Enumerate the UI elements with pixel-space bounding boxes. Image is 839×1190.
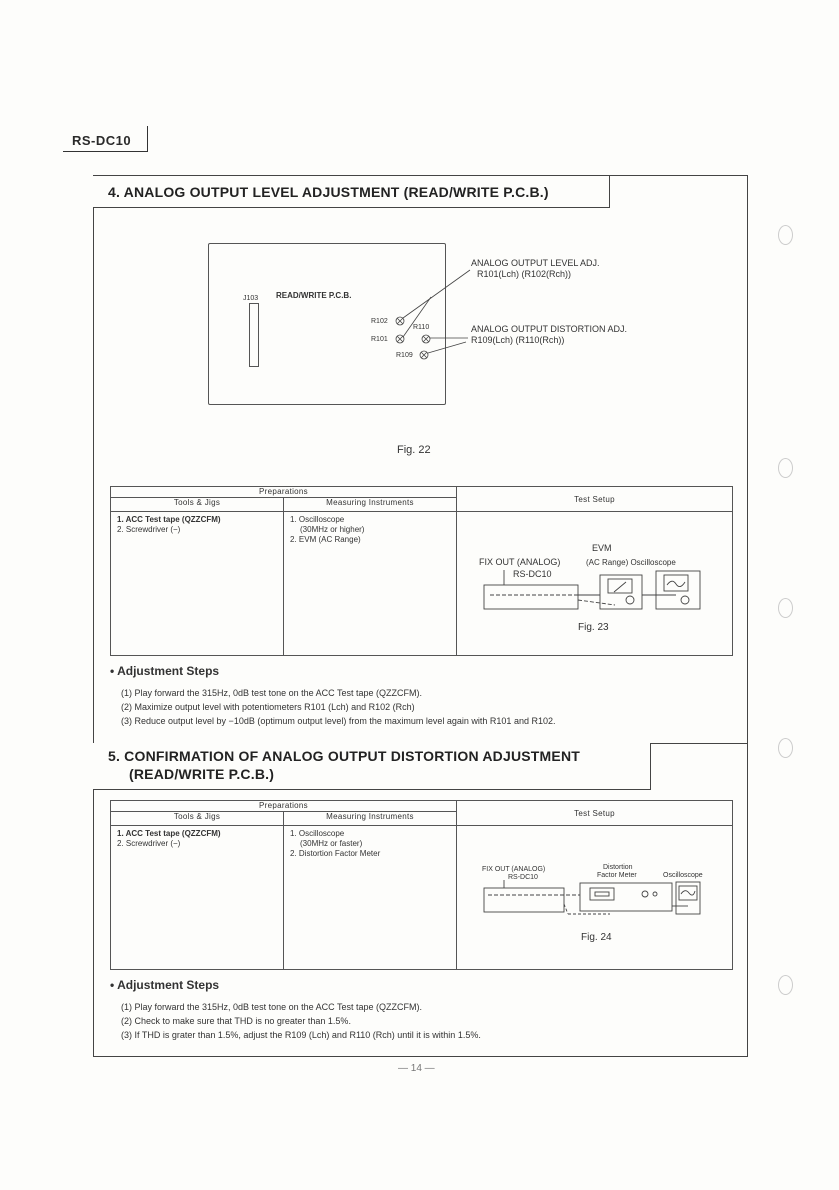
tool-item: 1. ACC Test tape (QZZCFM) [117, 829, 221, 838]
tool-item: 1. ACC Test tape (QZZCFM) [117, 515, 221, 524]
tools-header: Tools & Jigs [111, 812, 284, 826]
test-setup-header: Test Setup [457, 487, 733, 512]
evm-label: EVM [592, 543, 612, 553]
callout-dist-parts: R109(Lch) (R110(Rch)) [471, 335, 565, 345]
binder-hole [778, 598, 793, 618]
figure-23-caption: Fig. 23 [578, 622, 609, 633]
meter-label: Distortion [603, 864, 633, 871]
tool-item: 2. Screwdriver (−) [117, 839, 181, 848]
model-label: RS-DC10 [72, 133, 132, 148]
tools-cell [111, 826, 284, 970]
tools-cell [111, 512, 284, 656]
section5-title-line1: 5. CONFIRMATION OF ANALOG OUTPUT DISTORTION ADJUSTMENT [108, 748, 581, 764]
instrument-item: 2. EVM (AC Range) [290, 535, 361, 544]
section5-step-2: (2) Check to make sure that THD is no greater than 1.5%. [121, 1016, 351, 1026]
instrument-item: (30MHz or higher) [300, 525, 365, 534]
instruments-header: Measuring Instruments [284, 812, 457, 826]
tool-item: 2. Screwdriver (−) [117, 525, 181, 534]
header-rule [63, 151, 148, 152]
fix-out-label: FIX OUT (ANALOG) [479, 557, 561, 567]
unit-label: RS-DC10 [508, 874, 538, 881]
callout-dist-title: ANALOG OUTPUT DISTORTION ADJ. [471, 324, 628, 334]
binder-hole [778, 975, 793, 995]
section4-step-2: (2) Maximize output level with potentiometers R101 (Lch) and R102 (Rch) [121, 702, 415, 712]
test-setup-header: Test Setup [457, 801, 733, 826]
section4-title: 4. ANALOG OUTPUT LEVEL ADJUSTMENT (READ/WRITE P.C.B.) [108, 184, 549, 200]
section5-title-line2: (READ/WRITE P.C.B.) [129, 766, 275, 782]
test-setup-diagram-fig24 [480, 878, 720, 928]
section4-step-3: (3) Reduce output level by −10dB (optimum output level) from the maximum level again with R101 and R102. [121, 716, 556, 726]
part-r102: R102 [371, 318, 388, 325]
instruments-cell [284, 826, 457, 970]
scope-label: Oscilloscope [663, 872, 703, 879]
figure-22-caption: Fig. 22 [397, 444, 431, 456]
pcb-callout-lines [200, 240, 500, 380]
preparations-header: Preparations [111, 487, 457, 498]
connector-label: J103 [243, 295, 259, 302]
callout-level-parts: R101(Lch) (R102(Rch)) [477, 269, 572, 279]
preparations-header: Preparations [111, 801, 457, 812]
page-number: — 14 — [398, 1063, 435, 1074]
meter-label-2: Factor Meter [597, 872, 637, 879]
unit-label: RS-DC10 [513, 569, 552, 579]
header-divider [147, 126, 148, 152]
section4-title-box [93, 175, 610, 208]
section5-title-box [93, 743, 651, 790]
section5-step-3: (3) If THD is grater than 1.5%, adjust the R109 (Lch) and R110 (Rch) until it is within 1.5%. [121, 1030, 481, 1040]
tools-header: Tools & Jigs [111, 498, 284, 512]
fix-out-label: FIX OUT (ANALOG) [482, 866, 546, 873]
section5-step-1: (1) Play forward the 315Hz, 0dB test tone on the ACC Test tape (QZZCFM). [121, 1002, 422, 1012]
binder-hole [778, 738, 793, 758]
instrument-item: 1. Oscilloscope [290, 829, 345, 838]
test-setup-diagram-fig23 [480, 565, 720, 615]
section4-adjustment-heading: • Adjustment Steps [110, 664, 220, 678]
part-r109: R109 [396, 352, 413, 359]
instrument-item: (30MHz or faster) [300, 839, 363, 848]
instrument-item: 2. Distortion Factor Meter [290, 849, 381, 858]
pcb-label: READ/WRITE P.C.B. [276, 291, 352, 300]
section4-step-1: (1) Play forward the 315Hz, 0dB test tone on the ACC Test tape (QZZCFM). [121, 688, 422, 698]
instruments-header: Measuring Instruments [284, 498, 457, 512]
part-r101: R101 [371, 336, 388, 343]
part-r110: R110 [413, 324, 430, 331]
instruments-cell [284, 512, 457, 656]
section5-adjustment-heading: • Adjustment Steps [110, 978, 220, 992]
instrument-item: 1. Oscilloscope [290, 515, 345, 524]
callout-level-title: ANALOG OUTPUT LEVEL ADJ. [471, 258, 600, 268]
figure-24-caption: Fig. 24 [581, 932, 612, 943]
binder-hole [778, 458, 793, 478]
evm-range-label: (AC Range) Oscilloscope [586, 558, 676, 567]
binder-hole [778, 225, 793, 245]
